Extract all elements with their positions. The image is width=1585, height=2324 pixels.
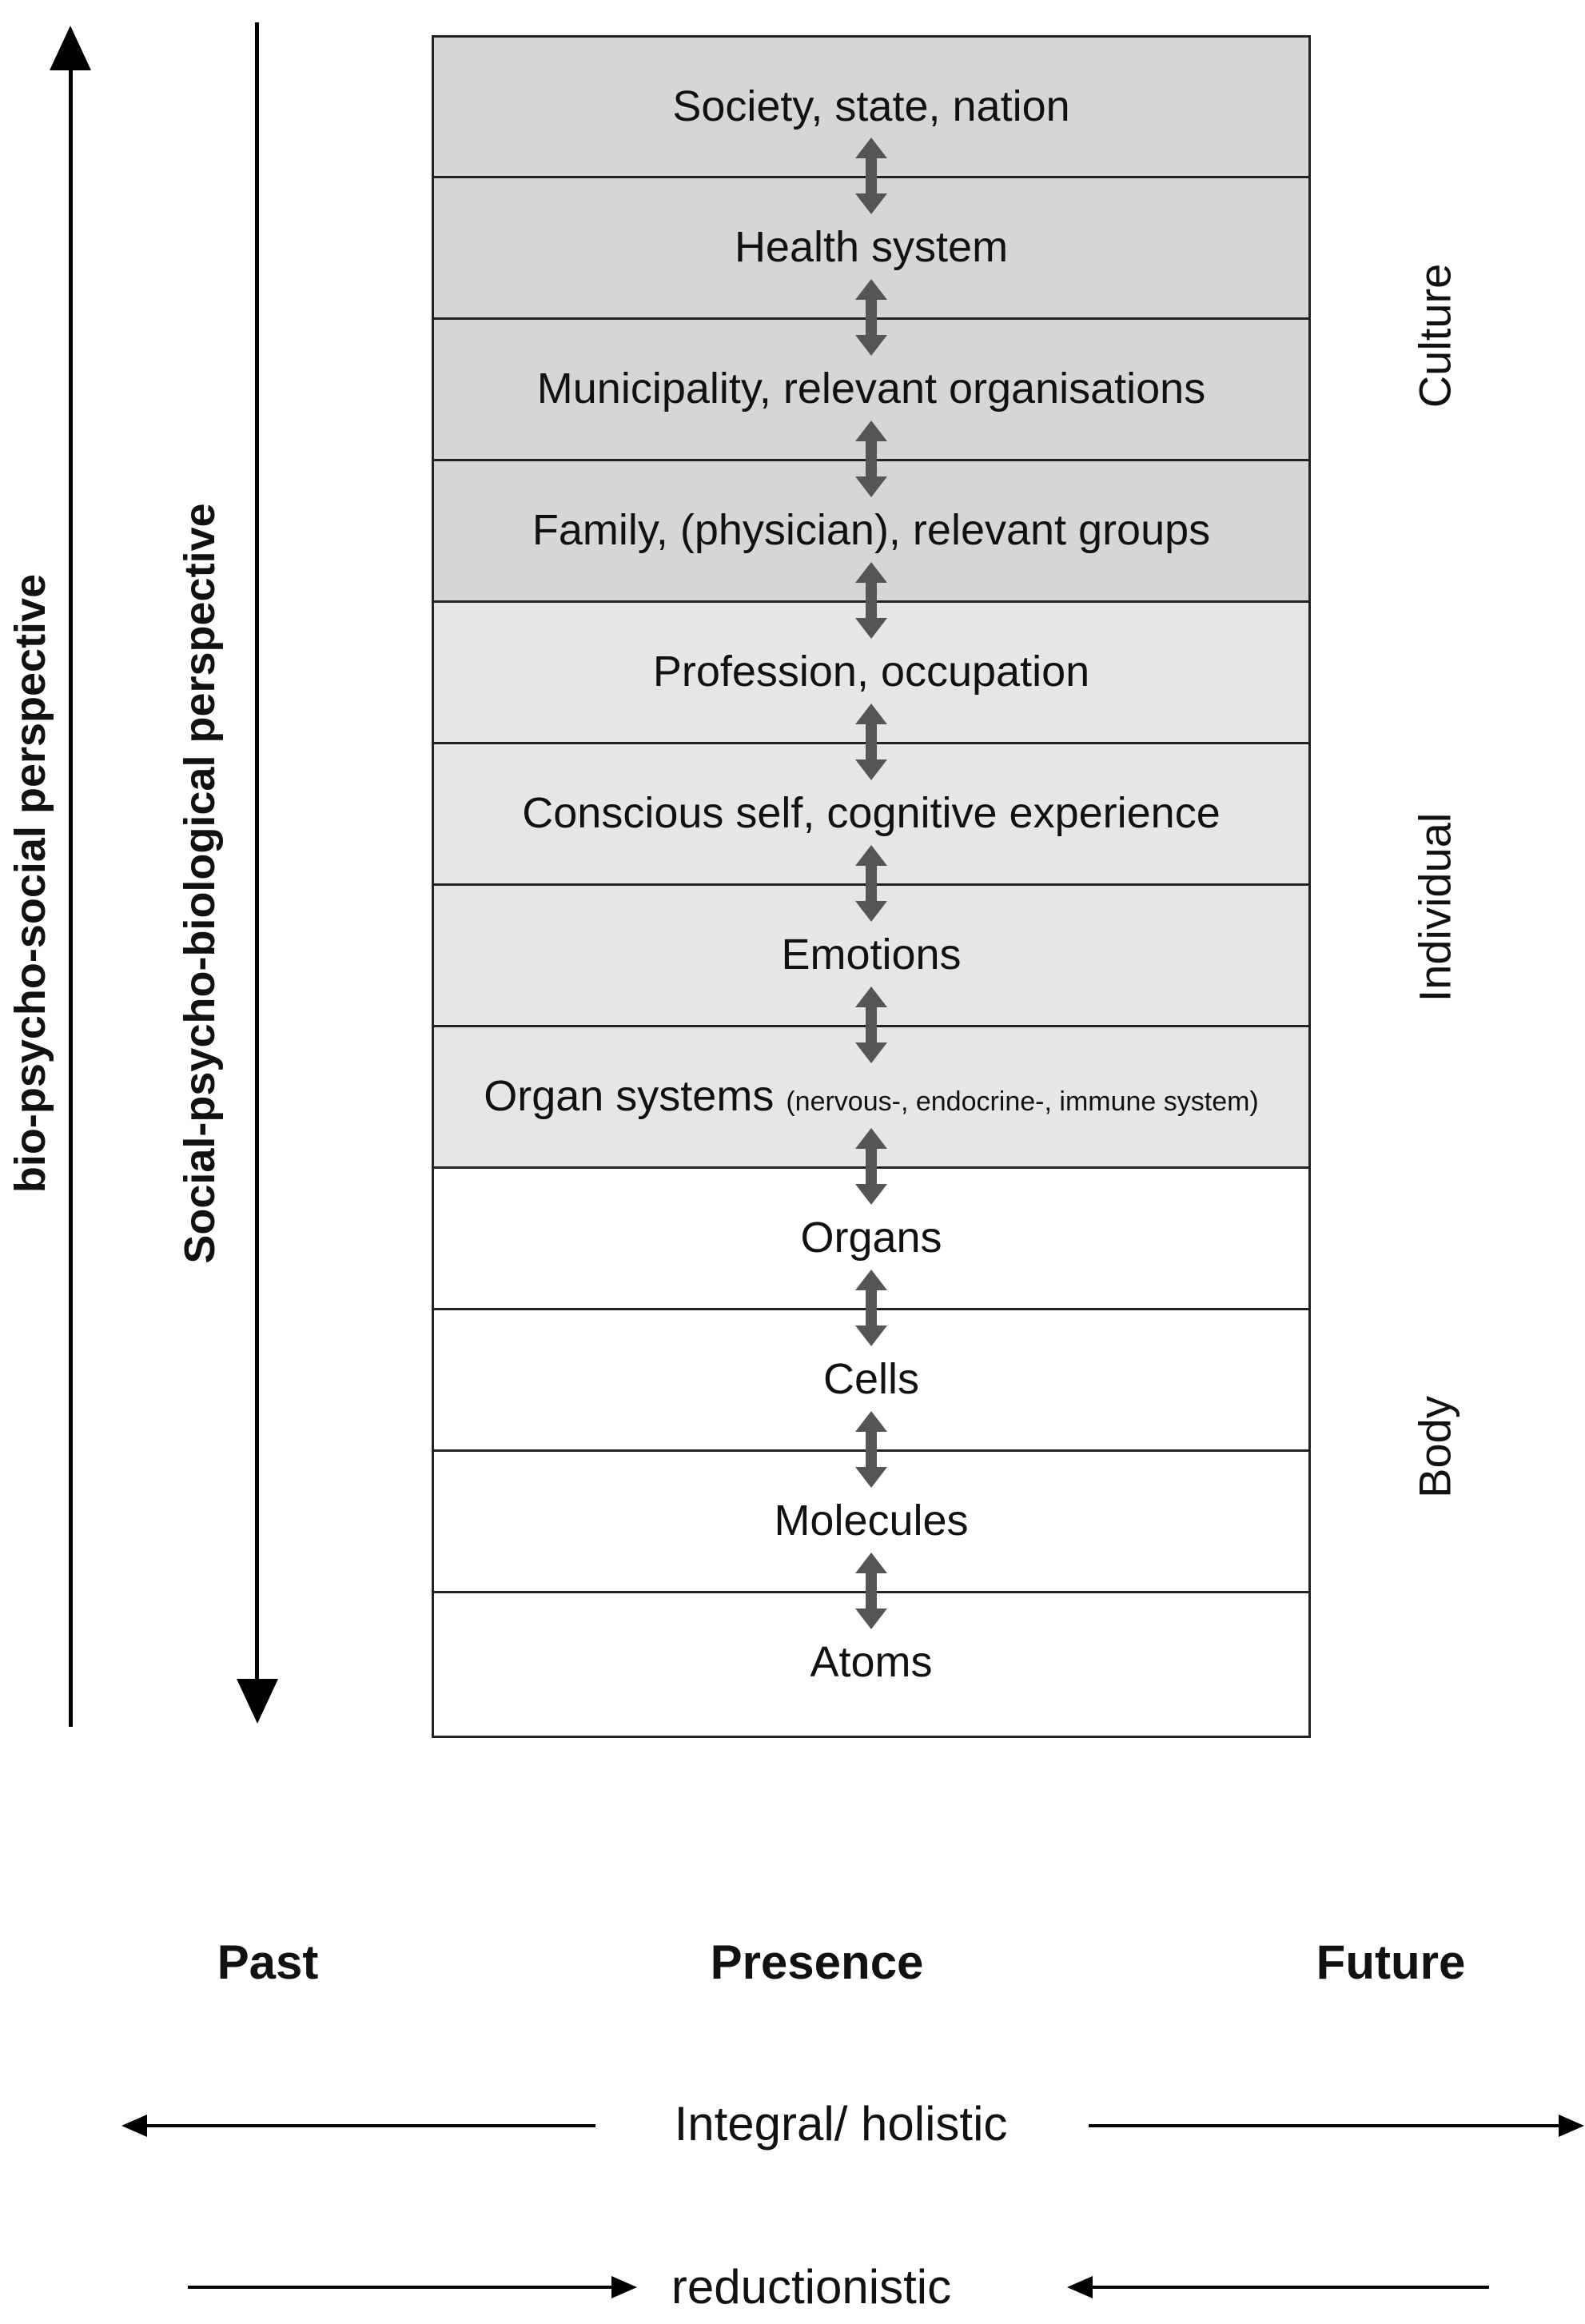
double-arrow-icon — [855, 421, 887, 497]
layer-label: Municipality, relevant organisations — [536, 365, 1206, 413]
group-label-body: Body — [1409, 1396, 1460, 1498]
layer-label — [434, 1071, 1308, 1121]
arrow-left-shaft — [144, 2124, 595, 2127]
layer-label: Health system — [734, 223, 1009, 271]
double-arrow-icon — [855, 987, 887, 1063]
time-label-future: Future — [1316, 1935, 1466, 1989]
time-label-past: Past — [217, 1935, 319, 1989]
layer-label: Profession, occupation — [652, 648, 1090, 696]
arrow-right-head — [1559, 2115, 1584, 2137]
layer-label: Cells — [822, 1355, 920, 1403]
reductionistic-label: reductionistic — [671, 2260, 952, 2314]
layer-label: Society, state, nation — [672, 82, 1070, 130]
layer-main-text: Organ systems — [484, 1072, 775, 1120]
double-arrow-icon — [855, 1128, 887, 1205]
group-label-culture: Culture — [1409, 263, 1460, 409]
double-arrow-icon — [855, 562, 887, 639]
layer-label: Family, (physician), relevant groups — [532, 506, 1211, 554]
bio-psycho-social-label: bio-psycho-social perspective — [6, 573, 54, 1194]
double-arrow-icon — [855, 1270, 887, 1346]
double-arrow-icon — [855, 704, 887, 780]
double-arrow-icon — [855, 138, 887, 214]
integral-holistic-label: Integral/ holistic — [674, 2097, 1008, 2151]
layer-subtext: (nervous-, endocrine-, immune system) — [786, 1086, 1259, 1117]
layer-label: Conscious self, cognitive experience — [522, 789, 1221, 837]
group-label-individual: Individual — [1409, 812, 1460, 1003]
arrow-down-shaft — [255, 22, 259, 1685]
double-arrow-icon — [855, 1553, 887, 1629]
layer-label: Emotions — [781, 931, 962, 979]
time-label-presence: Presence — [710, 1935, 924, 1989]
arrow-up-shaft — [69, 64, 73, 1727]
arrow-right-shaft — [1089, 2124, 1560, 2127]
social-psycho-biological-label: Social-psycho-biological perspective — [176, 503, 224, 1264]
arrow-right-shaft — [188, 2286, 615, 2289]
arrow-down-head — [237, 1679, 278, 1724]
double-arrow-icon — [855, 845, 887, 922]
layer-label: Molecules — [774, 1497, 969, 1545]
double-arrow-icon — [855, 1411, 887, 1488]
arrow-left-shaft — [1089, 2286, 1489, 2289]
double-arrow-icon — [855, 279, 887, 356]
layer-label: Organs — [800, 1214, 942, 1262]
layer-label: Atoms — [810, 1638, 933, 1686]
arrow-right-head — [611, 2276, 637, 2298]
